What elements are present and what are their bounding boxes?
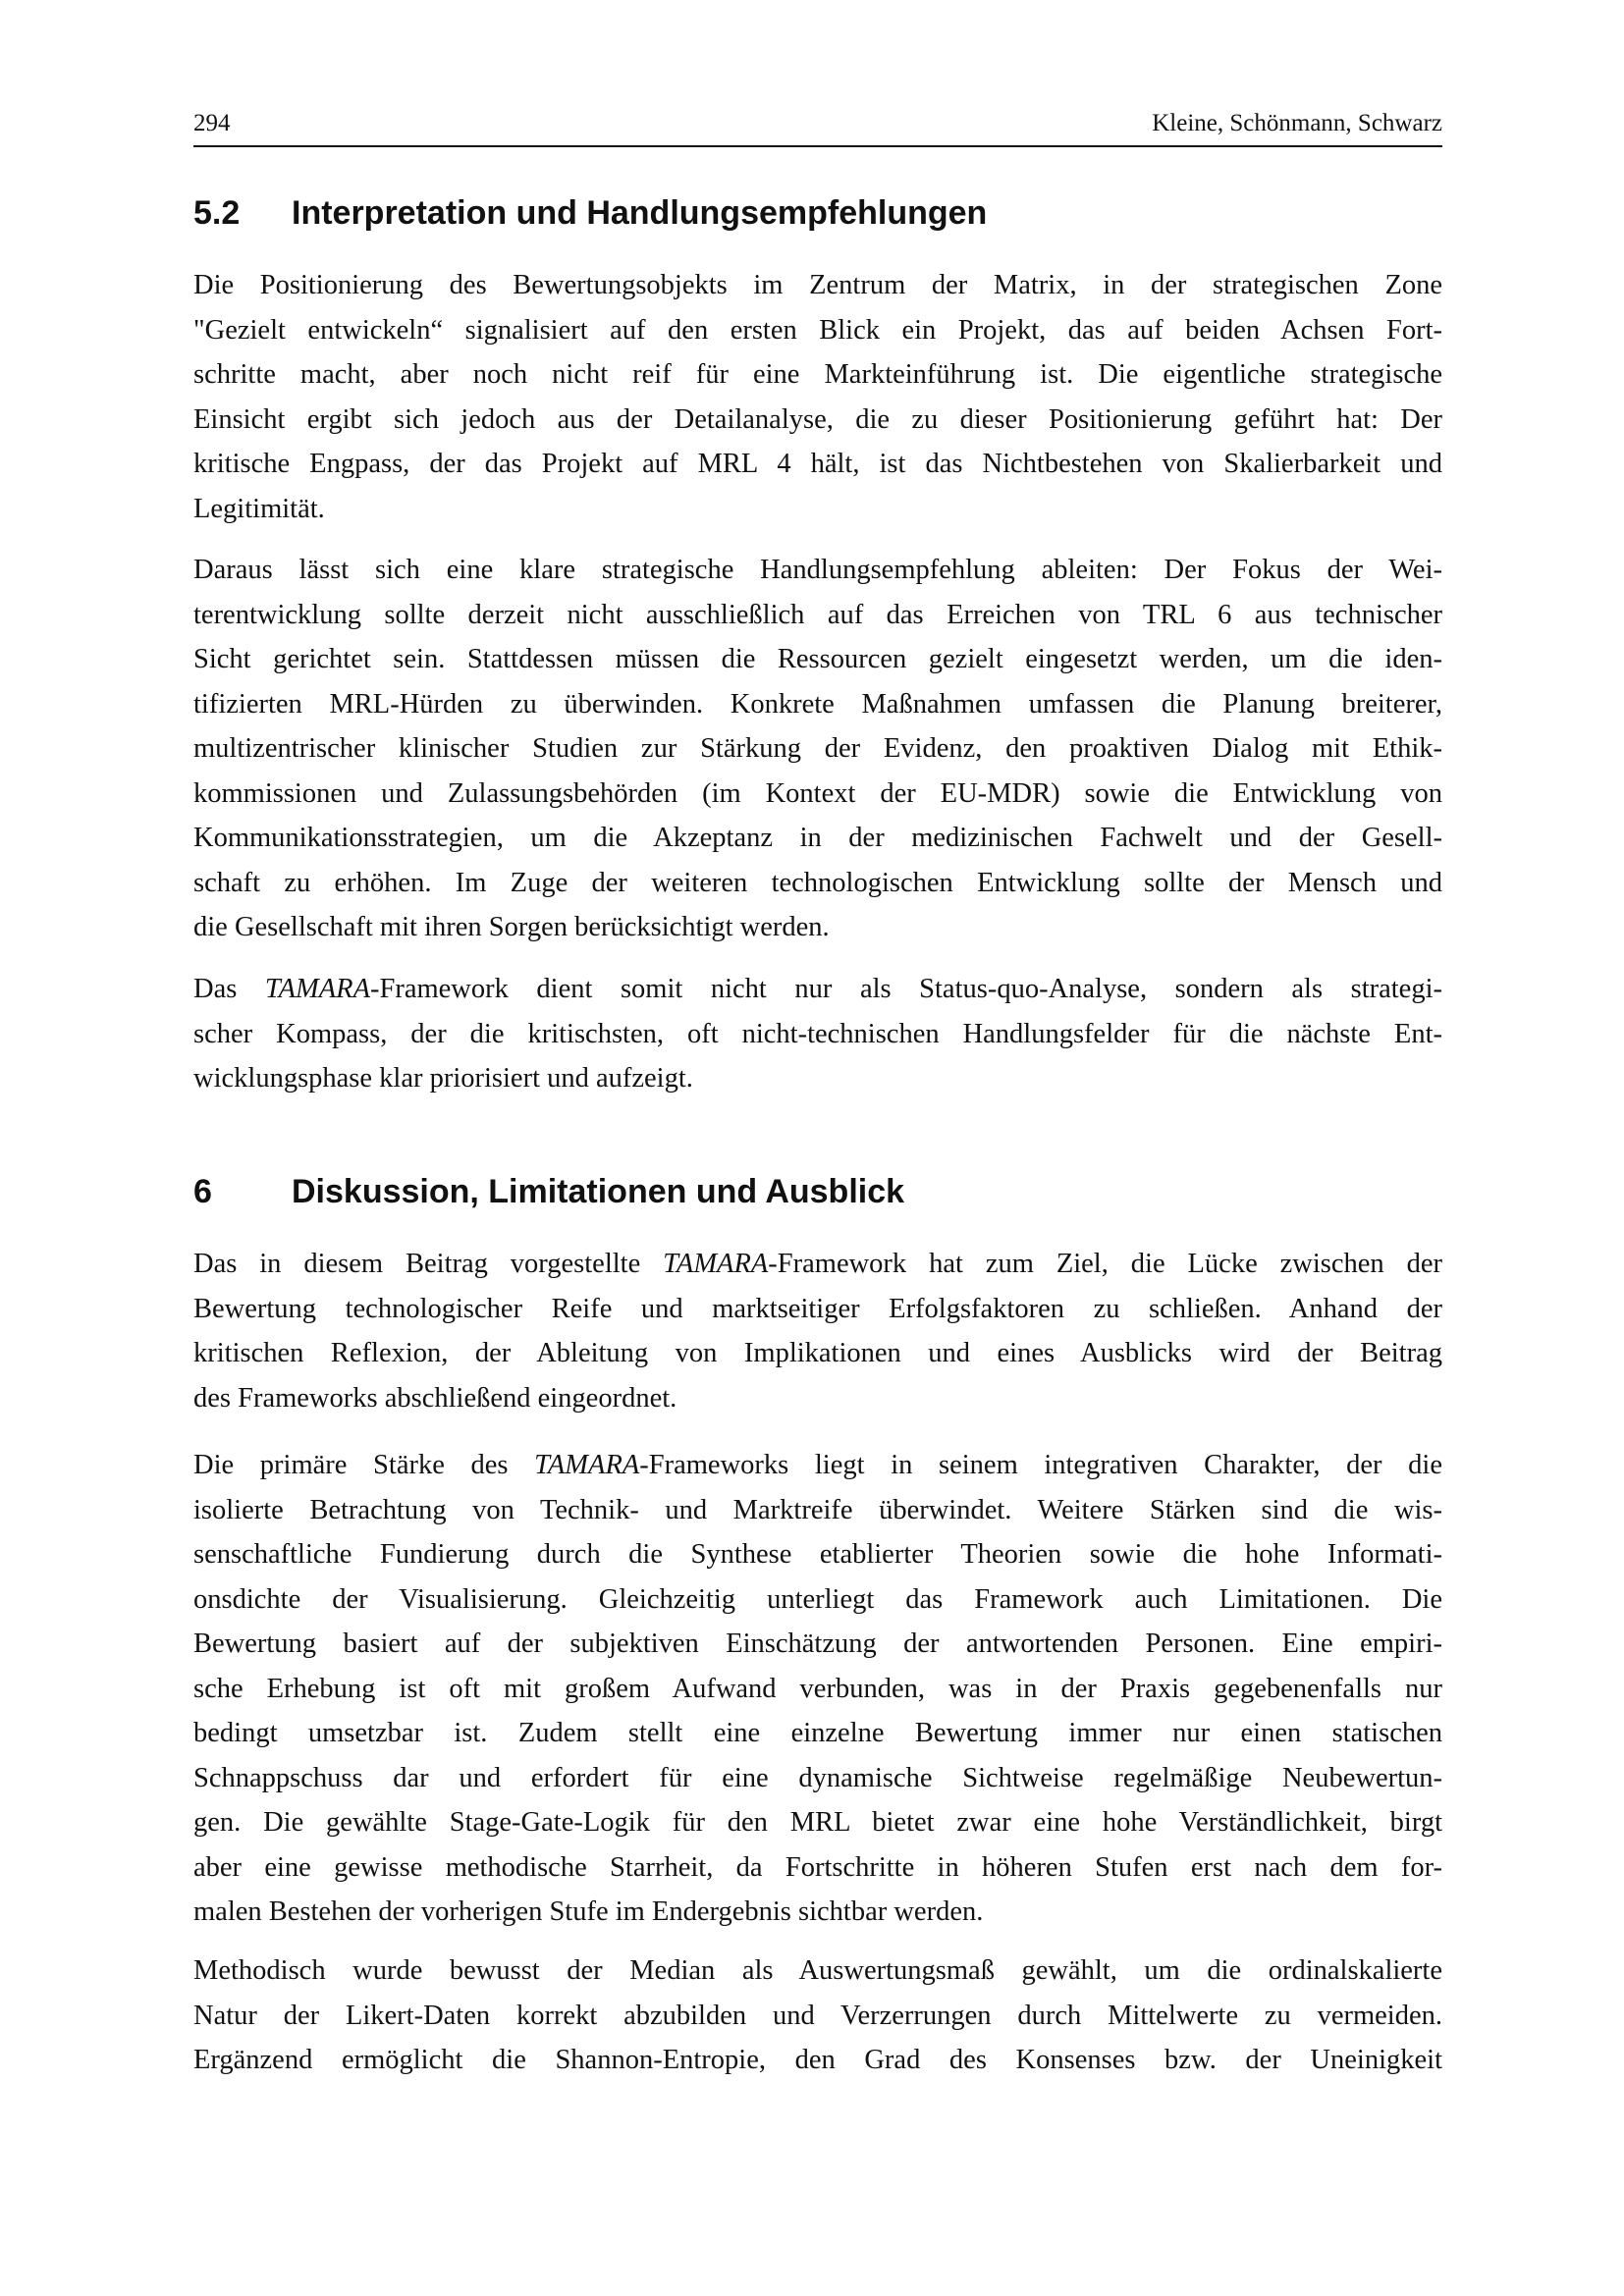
framework-name: TAMARA — [663, 1249, 769, 1279]
paragraph-6-2 — [193, 1443, 1442, 1935]
framework-name: TAMARA — [534, 1450, 640, 1480]
text-line: kritischen Reflexion, der Ableitung von Implikationen und eines Ausblicks wird der Beitrag — [193, 1338, 1442, 1368]
page-number: 294 — [193, 110, 231, 136]
text-line: Bewertung basiert auf der subjektiven Einschätzung der antwortenden Personen. Eine empiri- — [193, 1629, 1442, 1659]
text-line — [193, 967, 1442, 1012]
text-line: gen. Die gewählte Stage-Gate-Logik für den MRL bietet zwar eine hohe Verständlichkeit, birgt — [193, 1807, 1442, 1838]
text-line: Natur der Likert-Daten korrekt abzubilden und Verzerrungen durch Mittelwerte zu vermeiden. — [193, 2000, 1442, 2031]
running-authors: Kleine, Schönmann, Schwarz — [1152, 110, 1442, 136]
text-line: onsdichte der Visualisierung. Gleichzeitig unterliegt das Framework auch Limitationen. Die — [193, 1583, 1442, 1615]
text-line: Legitimität. — [193, 493, 325, 524]
section-heading-6 — [193, 1173, 904, 1211]
text-line: schritte macht, aber noch nicht reif für eine Markteinführung ist. Die eigentliche strategische — [193, 359, 1442, 390]
text-line: terentwicklung sollte derzeit nicht ausschließlich auf das Erreichen von TRL 6 aus technischer — [193, 599, 1442, 630]
text-line: Daraus lässt sich eine klare strategische Handlungsempfehlung ableiten: Der Fokus der Wei- — [193, 555, 1442, 585]
paragraph-6-1 — [193, 1242, 1442, 1420]
section-title: Diskussion, Limitationen und Ausblick — [292, 1173, 905, 1210]
section-heading-5-2 — [193, 194, 987, 233]
text-line: Einsicht ergibt sich jedoch aus der Detailanalyse, die zu dieser Positionierung geführt hat: Der — [193, 403, 1442, 435]
paragraph-5-2-3 — [193, 967, 1442, 1101]
paragraph-5-2-1 — [193, 263, 1442, 531]
text-line — [193, 1242, 1442, 1287]
text-line: scher Kompass, der die kritischsten, oft nicht-technischen Handlungsfelder für die nächste Ent- — [193, 1018, 1442, 1049]
paragraph-5-2-2 — [193, 548, 1442, 950]
text-line: Bewertung technologischer Reife und marktseitiger Erfolgsfaktoren zu schließen. Anhand der — [193, 1293, 1442, 1324]
text-line: senschaftliche Fundierung durch die Synthese etablierter Theorien sowie die hohe Informati- — [193, 1539, 1442, 1570]
paragraph-6-3 — [193, 1949, 1442, 2083]
section-number: 6 — [193, 1173, 212, 1210]
text-line: multizentrischer klinischer Studien zur Stärkung der Evidenz, den proaktiven Dialog mit Ethik- — [193, 733, 1442, 764]
text-line: des Frameworks abschließend eingeordnet. — [193, 1382, 677, 1414]
running-header — [193, 110, 1442, 147]
framework-name: TAMARA — [264, 974, 370, 1004]
text-line: malen Bestehen der vorherigen Stufe im Endergebnis sichtbar werden. — [193, 1896, 984, 1927]
text-line: isolierte Betrachtung von Technik- und Marktreife überwindet. Weitere Stärken sind die wis- — [193, 1494, 1442, 1525]
text-line: Methodisch wurde bewusst der Median als Auswertungsmaß gewählt, um die ordinalskalierte — [193, 1955, 1442, 1986]
text-line: wicklungsphase klar priorisiert und aufzeigt. — [193, 1063, 693, 1094]
text-line: sche Erhebung ist oft mit großem Aufwand verbunden, was in der Praxis gegebenenfalls nur — [193, 1673, 1442, 1704]
text-line: Sicht gerichtet sein. Stattdessen müssen die Ressourcen gezielt eingesetzt werden, um die iden- — [193, 644, 1442, 674]
text-line: kritische Engpass, der das Projekt auf MRL 4 hält, ist das Nichtbestehen von Skalierbarkeit und — [193, 449, 1442, 479]
section-number: 5.2 — [193, 194, 241, 232]
text-line: schaft zu erhöhen. Im Zuge der weiteren technologischen Entwicklung sollte der Mensch und — [193, 867, 1442, 898]
text-line: bedingt umsetzbar ist. Zudem stellt eine einzelne Bewertung immer nur einen statischen — [193, 1718, 1442, 1748]
text-run: Das in diesem Beitrag vorgestellte — [193, 1249, 664, 1279]
text-line: "Gezielt entwickeln“ signalisiert auf den ersten Blick ein Projekt, das auf beiden Achsen Fort- — [193, 314, 1442, 346]
text-run: -Framework hat zum Ziel, die Lücke zwischen der — [768, 1249, 1443, 1279]
text-line: Ergänzend ermöglicht die Shannon-Entropie, den Grad des Konsenses bzw. der Uneinigkeit — [193, 2045, 1442, 2075]
text-line: die Gesellschaft mit ihren Sorgen berücksichtigt werden. — [193, 912, 830, 942]
text-run: -Frameworks liegt in seinem integrativen Charakter, der die — [639, 1450, 1442, 1480]
text-run: -Framework dient somit nicht nur als Status-quo-Analyse, sondern als strategi- — [370, 974, 1442, 1004]
text-line: aber eine gewisse methodische Starrheit, da Fortschritte in höheren Stufen erst nach dem for- — [193, 1851, 1442, 1883]
text-run: Das — [193, 974, 265, 1004]
text-line: Kommunikationsstrategien, um die Akzeptanz in der medizinischen Fachwelt und der Gesell- — [193, 823, 1442, 853]
text-run: Die primäre Stärke des — [193, 1450, 535, 1480]
text-line: Die Positionierung des Bewertungsobjekts im Zentrum der Matrix, in der strategischen Zone — [193, 270, 1442, 300]
text-line: Schnappschuss dar und erfordert für eine dynamische Sichtweise regelmäßige Neubewertun- — [193, 1762, 1442, 1793]
section-title: Interpretation und Handlungsempfehlungen — [292, 194, 988, 232]
text-line: kommissionen und Zulassungsbehörden (im Kontext der EU-MDR) sowie die Entwicklung von — [193, 777, 1442, 809]
text-line — [193, 1443, 1442, 1488]
text-line: tifizierten MRL-Hürden zu überwinden. Konkrete Maßnahmen umfassen die Planung breiterer, — [193, 688, 1442, 720]
